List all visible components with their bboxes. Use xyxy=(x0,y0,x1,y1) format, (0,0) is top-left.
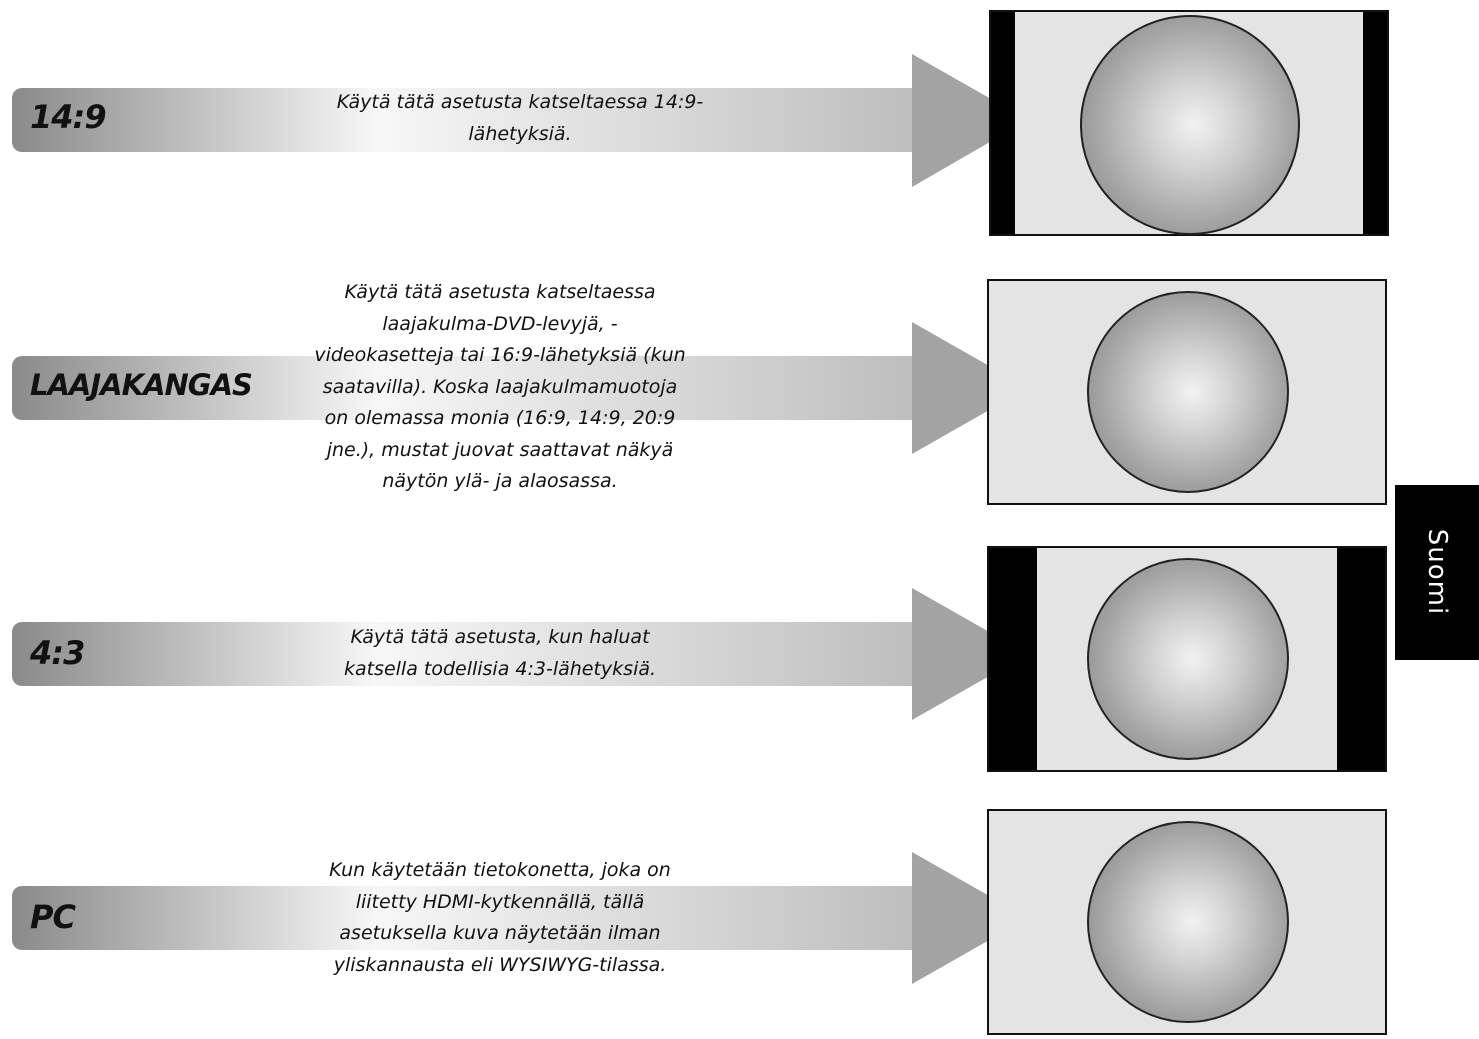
mode-label: PC xyxy=(30,898,75,936)
mode-label: 14:9 xyxy=(30,98,106,136)
language-tab xyxy=(1395,485,1479,660)
mode-description: Kun käytetään tietokonetta, joka on liitetty HDMI-kytkennällä, tällä asetuksella kuva näytetään ilman yliskannausta eli WYSIWYG-tilassa. xyxy=(329,859,671,976)
mode-description: Käytä tätä asetusta katseltaessa 14:9- lähetyksiä. xyxy=(336,91,704,145)
screen-preview-pc xyxy=(987,809,1387,1035)
mode-description: Käytä tätä asetusta katseltaessa laajakulma-DVD-levyjä, - videokasetteja tai 16:9-lähetyksiä (kun saatavilla). Koska laajakulmamuotoja on olemassa monia (16:9, 14:9, 20:9 jne.), mustat juovat saattavat näkyä näytön ylä- ja alaosassa. xyxy=(314,281,686,492)
mode-description: Käytä tätä asetusta, kun haluat katsella todellisia 4:3-lähetyksiä. xyxy=(343,626,657,680)
language-tab-label: Suomi xyxy=(1422,528,1452,616)
mode-label: LAAJAKANGAS xyxy=(30,368,252,402)
mode-label: 4:3 xyxy=(30,634,85,672)
test-circle-icon xyxy=(1087,821,1289,1023)
